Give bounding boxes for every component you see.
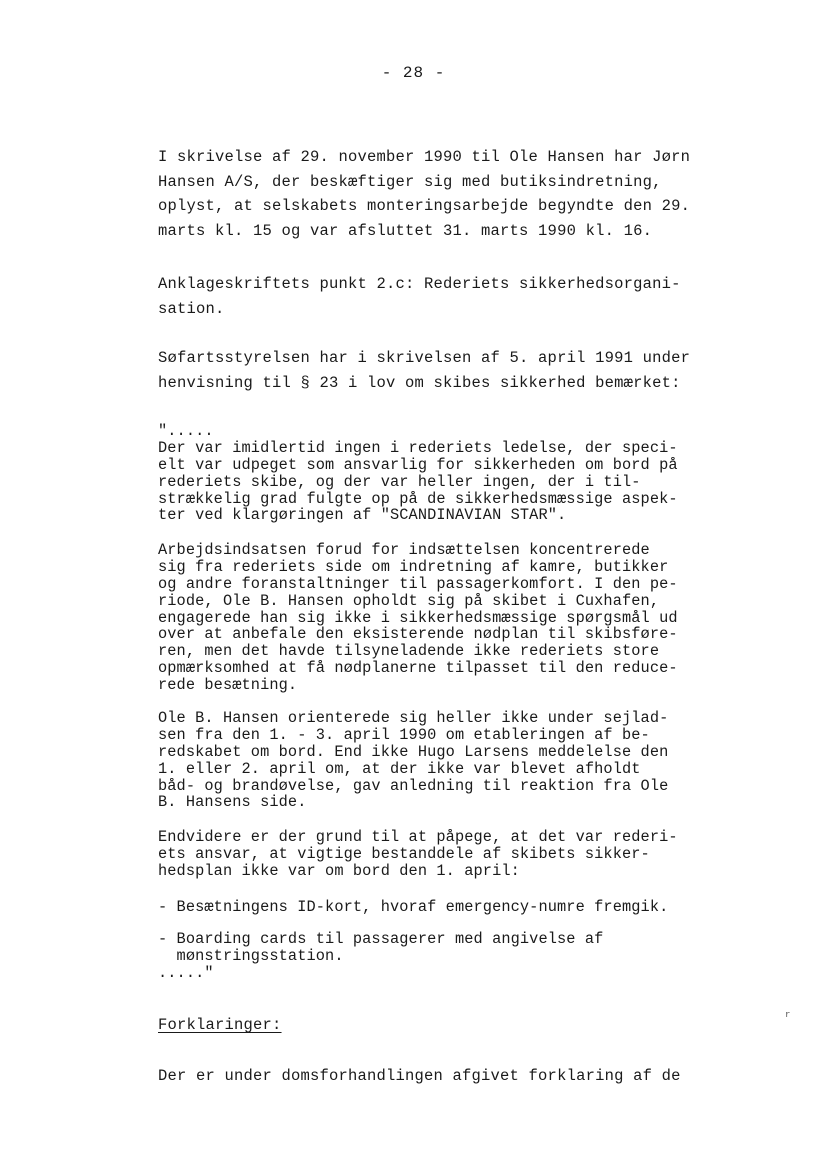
text-line: og andre foranstaltninger til passagerkomfort. I den pe-	[158, 574, 678, 593]
margin-mark: r	[785, 1010, 791, 1020]
text-line: sig fra rederiets side om indretning af kamre, butikker	[158, 557, 669, 576]
text-line: ren, men det havde tilsyneladende ikke rederiets store	[158, 642, 660, 661]
text-line: marts kl. 15 og var afsluttet 31. marts 1990 kl. 16.	[158, 221, 653, 240]
text-line: sation.	[158, 299, 225, 318]
text-line: rederiets skibe, og der var heller ingen, der i til-	[158, 472, 641, 491]
text-line: Endvidere er der grund til at påpege, at det var rederi-	[158, 828, 678, 846]
text-line: ....."	[158, 963, 214, 982]
quote-paragraph-2	[158, 542, 738, 694]
section-2c-heading	[158, 272, 738, 321]
closing-paragraph	[158, 1064, 738, 1089]
text-line: engagerede han sig ikke i sikkerhedsmæssige spørgsmål ud	[158, 608, 678, 627]
text-line: ".....	[158, 422, 214, 440]
sofartsstyrelsen-paragraph	[158, 346, 738, 395]
text-line: oplyst, at selskabets monteringsarbejde begyndte den 29.	[158, 197, 691, 215]
bullet-id-kort	[158, 899, 738, 916]
text-line: Der er under domsforhandlingen afgivet forklaring af de	[158, 1067, 681, 1085]
quote-paragraph-4	[158, 829, 738, 880]
page-number: - 28 -	[381, 64, 446, 82]
text-line: elt var udpeget som ansvarlig for sikkerheden om bord på	[158, 455, 678, 474]
quote-paragraph-1	[158, 423, 738, 524]
text-line: opmærksomhed at få nødplanerne tilpasset til den reduce-	[158, 659, 678, 678]
text-line: I skrivelse af 29. november 1990 til Ole Hansen har Jørn	[158, 148, 691, 166]
text-line: sen fra den 1. - 3. april 1990 om etableringen af be-	[158, 725, 650, 744]
text-line: Anklageskriftets punkt 2.c: Rederiets sikkerhedsorgani-	[158, 275, 681, 293]
text-line: over at anbefale den eksisterende nødplan til skibsføre-	[158, 625, 678, 644]
text-line: Arbejdsindsatsen forud for indsættelsen koncentrerede	[158, 541, 650, 559]
text-line: Der var imidlertid ingen i rederiets ledelse, der speci-	[158, 438, 678, 457]
text-line: ter ved klargøringen af "SCANDINAVIAN STAR".	[158, 506, 567, 525]
quote-paragraph-3	[158, 710, 738, 811]
text-line: redskabet om bord. End ikke Hugo Larsens meddelelse den	[158, 742, 669, 761]
text-line: ets ansvar, at vigtige bestanddele af skibets sikker-	[158, 844, 650, 863]
text-line: 1. eller 2. april om, at der ikke var blevet afholdt	[158, 759, 641, 778]
text-line: mønstringsstation.	[158, 946, 344, 965]
text-line: henvisning til § 23 i lov om skibes sikkerhed bemærket:	[158, 373, 681, 392]
text-line: Ole B. Hansen orienterede sig heller ikke under sejlad-	[158, 709, 669, 727]
text-line: riode, Ole B. Hansen opholdt sig på skibet i Cuxhafen,	[158, 591, 660, 610]
text-line: rede besætning.	[158, 676, 298, 695]
forklaringer-heading	[158, 1013, 738, 1038]
text-line: - Besætningens ID-kort, hvoraf emergency-numre fremgik.	[158, 898, 669, 916]
heading-text: Forklaringer:	[158, 1016, 282, 1034]
text-line: båd- og brandøvelse, gav anledning til reaktion fra Ole	[158, 776, 669, 795]
text-line: Søfartsstyrelsen har i skrivelsen af 5. april 1991 under	[158, 349, 691, 367]
text-line: B. Hansens side.	[158, 793, 307, 812]
text-line: hedsplan ikke var om bord den 1. april:	[158, 861, 520, 880]
bullet-boarding-cards	[158, 931, 738, 982]
intro-paragraph	[158, 145, 738, 243]
text-line: - Boarding cards til passagerer med angivelse af	[158, 930, 604, 948]
text-line: strækkelig grad fulgte op på de sikkerhedsmæssige aspek-	[158, 489, 678, 508]
text-line: Hansen A/S, der beskæftiger sig med butiksindretning,	[158, 172, 662, 191]
